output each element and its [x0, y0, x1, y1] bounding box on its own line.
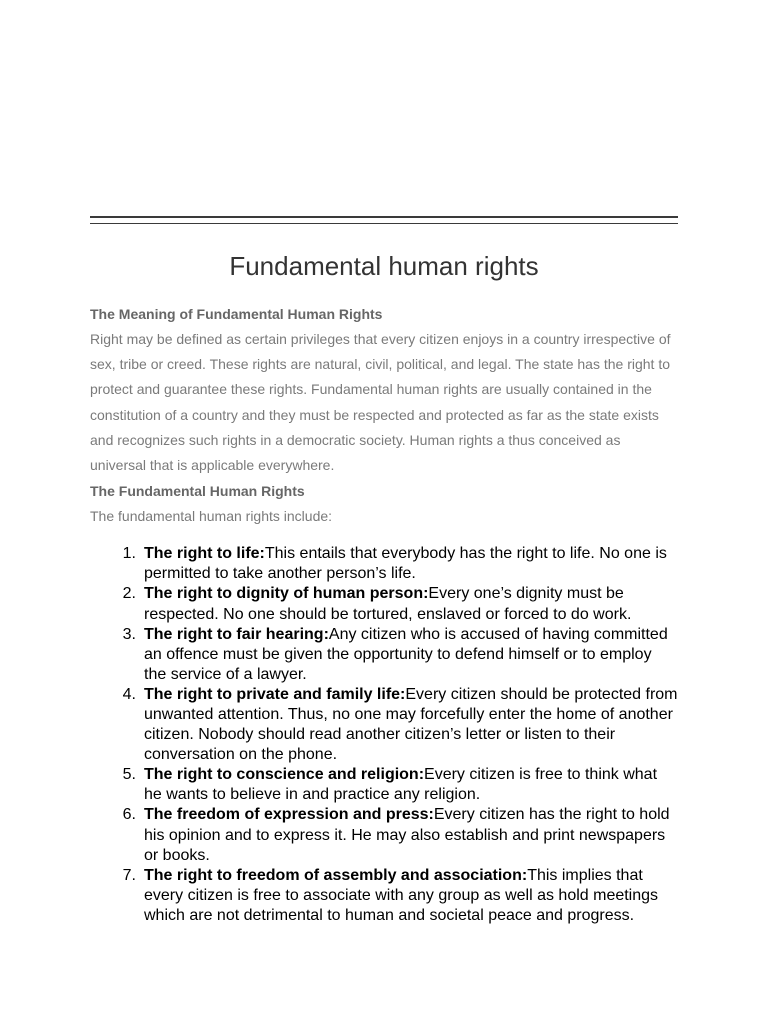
list-item-title: The freedom of expression and press: [144, 806, 434, 824]
page-title: Fundamental human rights [229, 251, 539, 281]
list-item-title: The right to life: [144, 545, 265, 563]
list-item-title: The right to private and family life: [144, 685, 406, 703]
rights-heading: The Fundamental Human Rights [90, 483, 305, 500]
list-item-number: 1. [122, 545, 136, 563]
list-item-text: This entails that everybody has the right to life. No one is permitted to take another person’s life. [144, 545, 667, 583]
list-item-text: Any citizen who is accused of having committed an offence must be given the opportunity to defend himself or to employ the service of a lawyer. [144, 625, 668, 683]
list-item-body [136, 866, 678, 926]
list-item [90, 685, 678, 765]
list-item-text: Every one’s dignity must be respected. No one should be tortured, enslaved or forced to do work. [144, 585, 632, 623]
list-item-body [136, 685, 678, 765]
list-item [90, 765, 678, 805]
list-item [90, 805, 678, 865]
list-item-body [136, 625, 678, 685]
header-double-rule [90, 216, 678, 224]
list-item-body [136, 544, 678, 584]
list-item [90, 544, 678, 584]
rights-list [90, 544, 678, 926]
list-item [90, 866, 678, 926]
list-item-text: Every citizen should be protected from unwanted attention. Thus, no one may forcefully enter the home of another citizen. Nobody should read another citizen’s letter or listen to their conversation on the phone. [144, 685, 678, 764]
list-item-number: 7. [122, 866, 136, 884]
list-item-body [136, 584, 678, 624]
list-item-number: 5. [122, 766, 136, 784]
list-item-number: 3. [122, 625, 136, 643]
list-item [90, 584, 678, 624]
list-item-number: 2. [122, 585, 136, 603]
list-item [90, 625, 678, 685]
list-item-body [136, 805, 678, 865]
list-item-body [136, 765, 678, 805]
list-item-title: The right to dignity of human person: [144, 585, 429, 603]
list-item-text: Every citizen is free to think what he wants to believe in and practice any religion. [144, 766, 658, 804]
list-item-title: The right to fair hearing: [144, 625, 329, 643]
rights-intro: The fundamental human rights include: [90, 508, 333, 525]
list-item-title: The right to conscience and religion: [144, 766, 425, 784]
meaning-paragraph: Right may be defined as certain privileges that every citizen enjoys in a country irrespective of sex, tribe or creed. These rights are natural, civil, political, and legal. The state has the right to protect and guarantee these rights. Fundamental human rights are usually contained in the constitution of a country and they must be respected and protected as far as the state exists and recognizes such rights in a democratic society. Human rights a thus conceived as universal that is applicable everywhere. [90, 331, 671, 474]
list-item-number: 4. [122, 685, 136, 703]
meaning-heading: The Meaning of Fundamental Human Rights [90, 306, 383, 322]
list-item-number: 6. [122, 806, 136, 824]
document-page [90, 216, 678, 926]
list-item-text: This implies that every citizen is free to associate with any group as well as hold meetings which are not detrimental to human and societal peace and progress. [144, 866, 659, 924]
list-item-text: Every citizen has the right to hold his opinion and to express it. He may also establish and print newspapers or books. [144, 806, 670, 864]
list-item-title: The right to freedom of assembly and association: [144, 866, 528, 884]
